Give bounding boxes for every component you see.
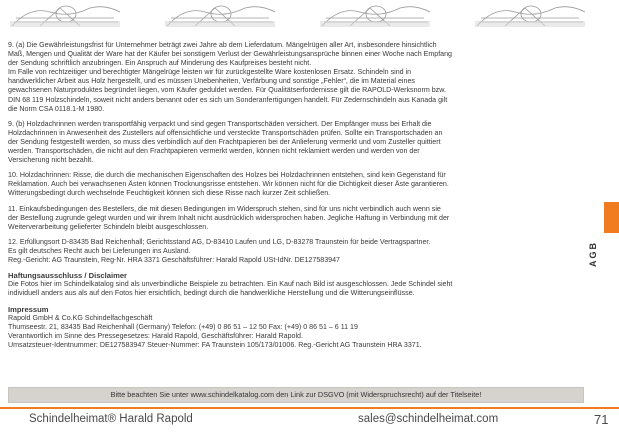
clause-12: 12. Erfüllungsort D-83435 Bad Reichenhall; Gerichtsstand AG, D-83410 Laufen und LG, D-83278 Traunstein für beide Vertragspartner. Es gilt deutsches Recht auch bei Lieferungen ins Ausland. Reg.-Gericht: AG Traunstein, Reg-Nr. HRA 3371 Geschäftsführer: Harald Rapold USt-IdNr. DE127583947 (8, 237, 431, 264)
page-footer (0, 407, 619, 438)
clause-9b: 9. (b) Holzdachrinnen werden transportfähig verpackt und sind gegen Transportschäden versichert. Der Empfänger muss bei Erhalt die Holzdachrinnen in Anwesenheit des Zustellers auf offensichtliche und versteckte Transportschäden prüfen. Sollte ein Transportschaden an der Sendung festgestellt werden, so muss dies verbindlich auf den Frachtpapieren bei der Anlieferung vermerkt und vom Zusteller quittiert werden. Transportschäden, die nicht auf den Frachtpapieren vermerkt werden, können nicht reklamiert werden und werden von der Versicherung nicht bezahlt. (8, 119, 443, 165)
impressum-text: Rapold GmbH & Co.KG Schindelfachgeschäft Thumseestr. 21, 83435 Bad Reichenhall (Germany) Telefon: (+49) 0 86 51 – 12 50 Fax: (+49) 0 86 51 – 6 11 19 Verantwortlich im Sinne des Pressegesetzes: Harald Rapold, Geschäftsführer: Harald Rapold. Umsatzsteuer-Identnummer: DE127583947 Steuer-Nummer: FA Traunstein 105/173/01006. Reg.-Gericht AG Traunstein HRA 3371. (8, 313, 422, 350)
disclaimer-text: Die Fotos hier im Schindelkatalog sind als unverbindliche Beispiele zu betrachten. Ein Kauf nach Bild ist ausgeschlossen. Jede Schindel sieht individuell anders aus als auf den Fotos hier ersichtlich, bedingt durch die handwerkliche Herstellung und die Witterungseinflüsse. (8, 280, 453, 298)
clause-11: 11. Einkaufsbedingungen des Bestellers, die mit diesen Bedingungen im Widerspruch stehen, sind für uns nicht verbindlich auch wenn sie der Bestellung zugrunde gelegt wurden und wir ihrem Inhalt nicht ausdrücklich widersprochen haben. Jegliche Haftung in Verbindung mit der Weiterverarbeitung gelieferter Schindeln bleibt ausgeschlossen. (8, 204, 450, 231)
impressum-heading: Impressum (8, 304, 49, 314)
ornament-banner (0, 0, 619, 30)
clause-10: 10. Holzdachrinnen: Risse, die durch die mechanischen Eigenschaften des Holzes bei Holzdachrinnen entstehen, sind kein Gegenstand für Reklamation. Auch bei verwachsenen Ästen können Trocknungsrisse entstehen. Wir können nicht für die Dichtigkeit dieser Äste garantieren. Witterungsbedingt durch wechselnde Feuchtigkeit können sich diese Risse nach kurzer Zeit schließen. (8, 171, 449, 198)
clause-9a: 9. (a) Die Gewährleistungsfrist für Unternehmer beträgt zwei Jahre ab dem Lieferdatum. Mängelrügen aller Art, insbesondere hinsichtlich Maß, Mengen und Qualität der Ware hat der Käufer bei sonstigem Verlust der Gewährleistungsansprüche binnen einer Woche nach Empfang der Sendung schriftlich anzubringen. Ein Anspruch auf Minderung des Kaufpreises besteht nicht. Im Falle von rechtzeitiger und berechtigter Mängelrüge leisten wir für zurückgestellte Ware kostenlosen Ersatz. Schindeln sind in handwerklicher Arbeit aus Holz hergestellt, und es müssen Unebenheiten, Verfärbung und sonstige „Fehler“, die im Material eines gewachsenen Naturproduktes begründet liegen, vom Käufer geduldet werden. Für Qualitätserfordernisse gilt die RAPOLD-Werksnorm bzw. DIN 68 119 Holzschindeln, soweit nicht anders benannt oder es sich um Sonderanfertigungen handelt. Für Zedernschindeln aus Kanada gilt die Norm CSA 0118.1-M 1980. (8, 41, 453, 113)
shingle-ornament-icon (0, 0, 619, 30)
page-number: 71 (594, 412, 609, 427)
side-tab-marker (604, 202, 619, 233)
section-label (585, 235, 599, 275)
footer-email[interactable]: sales@schindelheimat.com (358, 413, 499, 425)
terms-content (8, 41, 582, 356)
footer-brand: Schindelheimat® Harald Rapold (29, 413, 193, 425)
dsgvo-notice: Bitte beachten Sie unter www.schindelkatalog.com den Link zur DSGVO (mit Widerspruchsrecht) auf der Titelseite! (8, 387, 584, 403)
section-label-text: AGB (588, 241, 598, 267)
disclaimer-heading: Haftungsausschluss / Disclaimer (8, 271, 128, 281)
